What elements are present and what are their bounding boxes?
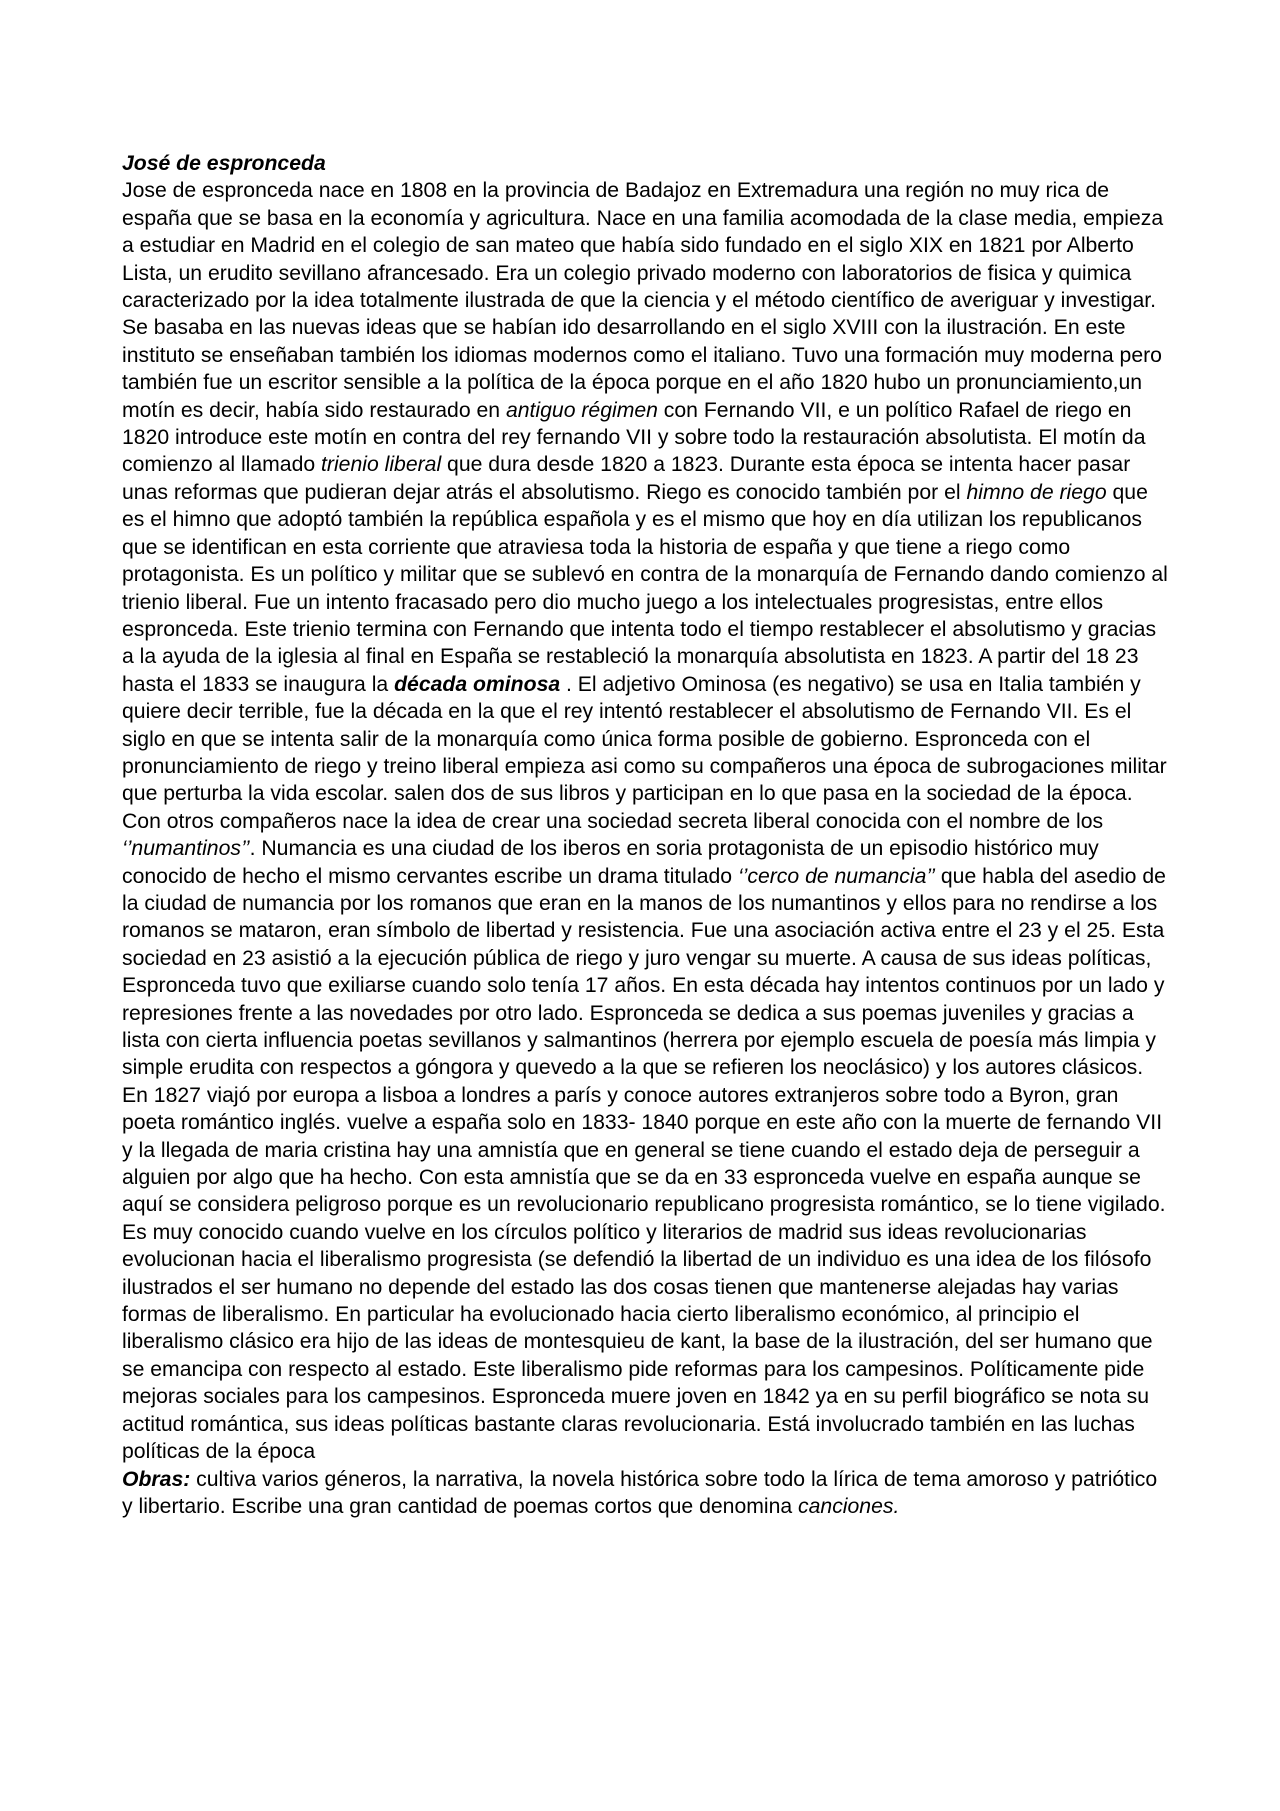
- body-text: que habla del asedio de la ciudad de numancia por los romanos que eran en la manos de los numantinos y ellos para no rendirse a los romanos se mataron, eran símbolo de libertad y resistencia. Fue una asociación activa entre el 23 y el 25. Esta sociedad en 23 asistió a la ejecución pública de riego y juro vengar su muerte. A causa de sus ideas políticas, Espronceda tuvo que exiliarse cuando solo tenía 17 años. En esta década hay intentos continuos por un lado y represiones frente a las novedades por otro lado. Espronceda se dedica a sus poemas juveniles y gracias a lista con cierta influencia poetas sevillanos y salmantinos (herrera por ejemplo escuela de poesía más limpia y simple erudita con respectos a góngora y quevedo a la que se refieren los neoclásico) y los autores clásicos. En 1827 viajó por europa a lisboa a londres a parís y conoce autores extranjeros sobre todo a Byron, gran poeta romántico inglés. vuelve a españa solo en 1833- 1840 porque en este año con la muerte de fernando VII y la llegada de maria cristina hay una amnistía que en general se tiene cuando el estado deja de perseguir a alguien por algo que ha hecho. Con esta amnistía que se da en 33 espronceda vuelve en españa aunque se aquí se considera peligroso porque es un revolucionario republicano progresista romántico, se lo tiene vigilado. Es muy conocido cuando vuelve en los círculos político y literarios de madrid sus ideas revolucionarias evolucionan hacia el liberalismo progresista (se defendió la libertad de un individuo es una idea de los filósofo ilustrados el ser humano no depende del estado las dos cosas tienen que mantenerse alejadas hay varias formas de liberalismo. En particular ha evolucionado hacia cierto liberalismo económico, al principio el liberalismo clásico era hijo de las ideas de montesquieu de kant, la base de la ilustración, del ser humano que se emancipa con respecto al estado. Este liberalismo pide reformas para los campesinos. Políticamente pide mejoras sociales para los campesinos. Espronceda muere joven en 1842 ya en su perfil biográfico se nota su actitud romántica, sus ideas políticas bastante claras revolucionaria. Está involucrado también en las luchas políticas de la época: [122, 864, 1166, 1464]
- italic-term-himno-de-riego: himno de riego: [966, 480, 1107, 504]
- italic-term-trienio-liberal: trienio liberal: [321, 453, 442, 477]
- body-text: . Numancia es una ciudad de los iberos en soria protagonista de un episodio histórico muy conocido de hecho el mismo cervantes escribe un drama titulado: [122, 837, 1099, 888]
- biography-paragraph: [122, 177, 1172, 1465]
- italic-term-numantinos: ‘’numantinos’’: [122, 837, 250, 861]
- body-text: Jose de espronceda nace en 1808 en la provincia de Badajoz en Extremadura una región no muy rica de españa que se basa en la economía y agricultura. Nace en una familia acomodada de la clase media, empieza a estudiar en Madrid en el colegio de san mateo que había sido fundado en el siglo XIX en 1821 por Alberto Lista, un erudito sevillano afrancesado. Era un colegio privado moderno con laboratorios de fisica y quimica caracterizado por la idea totalmente ilustrada de que la ciencia y el método científico de averiguar y investigar. Se basaba en las nuevas ideas que se habían ido desarrollando en el siglo XVIII con la ilustración. En este instituto se enseñaban también los idiomas modernos como el italiano. Tuvo una formación muy moderna pero también fue un escritor sensible a la política de la época porque en el año 1820 hubo un pronunciamiento,un motín es decir, había sido restaurado en: [122, 179, 1164, 422]
- body-text: con Fernando VII, e un político Rafael de riego en 1820 introduce este motín en contra del rey fernando VII y sobre todo la restauración absolutista. El motín da comienzo al llamado: [122, 398, 1146, 477]
- body-text: que es el himno que adoptó también la república española y es el mismo que hoy en día utilizan los republicanos que se identifican en esta corriente que atraviesa toda la historia de españa y que tiene a riego como protagonista. Es un político y militar que se sublevó en contra de la monarquía de Fernando dando comienzo al trienio liberal. Fue un intento fracasado pero dio mucho juego a los intelectuales progresistas, entre ellos espronceda. Este trienio termina con Fernando que intenta todo el tiempo restablecer el absolutismo y gracias a la ayuda de la iglesia al final en España se restableció la monarquía absolutista en 1823. A partir del 18 23 hasta el 1833 se inaugura la: [122, 480, 1168, 696]
- document-page: [122, 150, 1172, 1520]
- bold-term-decada-ominosa: década ominosa: [394, 672, 561, 696]
- italic-term-antiguo-regimen: antiguo régimen: [505, 398, 658, 422]
- italic-term-canciones: canciones.: [798, 1494, 900, 1518]
- body-text: . El adjetivo Ominosa (es negativo) se usa en Italia también y quiere decir terrible, fue la década en la que el rey intentó restablecer el absolutismo de Fernando VII. Es el siglo en que se intenta salir de la monarquía como única forma posible de gobierno. Espronceda con el pronunciamiento de riego y treino liberal empieza asi como su compañeros una época de subrogaciones militar que perturba la vida escolar. salen dos de sus libros y participan en lo que pasa en la sociedad de la época. Con otros compañeros nace la idea de crear una sociedad secreta liberal conocida con el nombre de los: [122, 672, 1167, 833]
- obras-label: Obras:: [122, 1467, 191, 1491]
- obras-text: cultiva varios géneros, la narrativa, la novela histórica sobre todo la lírica de tema amoroso y patriótico y libertario. Escribe una gran cantidad de poemas cortos que denomina: [122, 1467, 1158, 1518]
- document-title: José de espronceda: [122, 152, 326, 175]
- body-text: que dura desde 1820 a 1823. Durante esta época se intenta hacer pasar unas reformas que pudieran dejar atrás el absolutismo. Riego es conocido también por el: [122, 453, 1131, 504]
- obras-paragraph: [122, 1466, 1172, 1521]
- italic-term-cerco-de-numancia: ‘’cerco de numancia’’: [737, 864, 936, 888]
